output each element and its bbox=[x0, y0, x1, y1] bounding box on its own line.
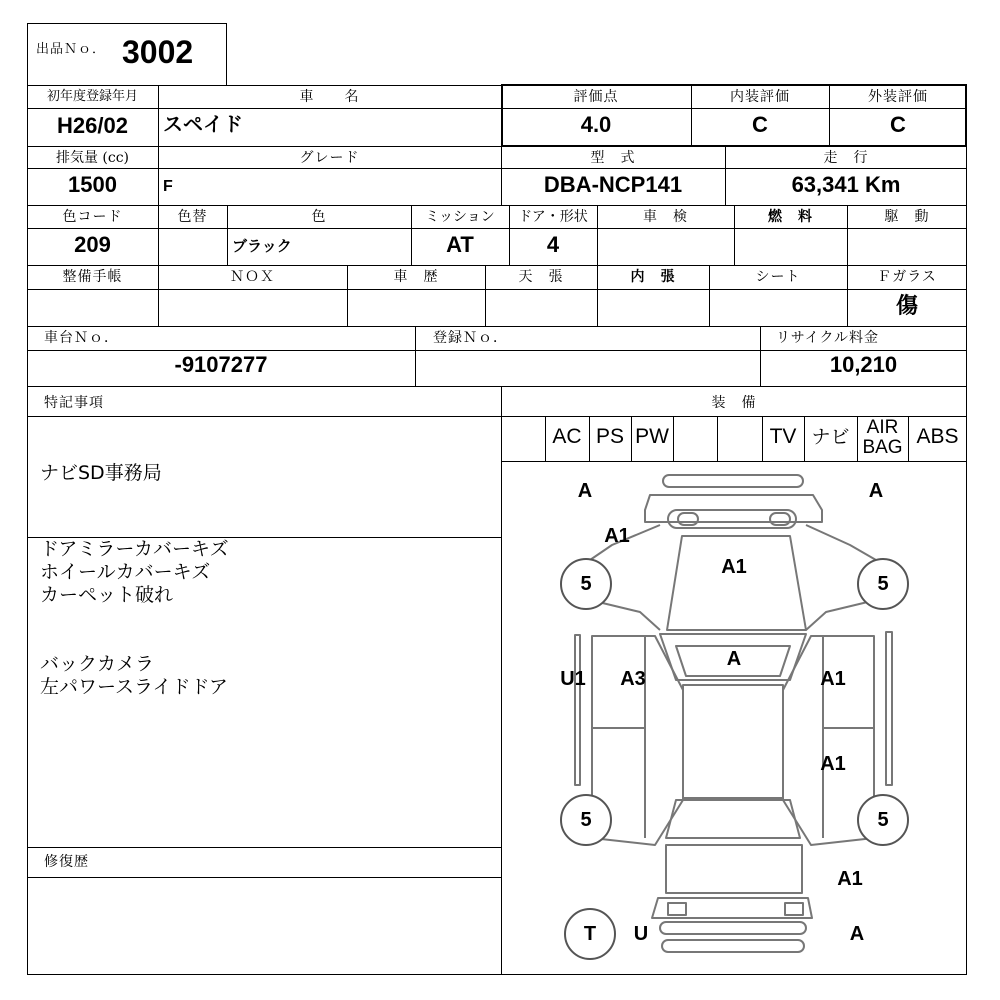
model-code: DBA-NCP141 bbox=[543, 172, 683, 197]
color: ブラック bbox=[232, 237, 292, 255]
lot-number: 3002 bbox=[122, 34, 194, 70]
headliner-label: 天 張 bbox=[518, 269, 564, 285]
damage-rear-bumper: U bbox=[633, 923, 649, 945]
tire-rear-left: 5 bbox=[560, 794, 612, 846]
chassis-number-label: 車台Ｎｏ． bbox=[44, 330, 119, 346]
interior-trim-label: 内 張 bbox=[630, 269, 676, 285]
transmission: AT bbox=[446, 232, 474, 257]
interior-rating-label: 内装評価 bbox=[730, 89, 790, 105]
windshield-label: Ｆガラス bbox=[877, 269, 937, 285]
damage-door-right-rear: A1 bbox=[820, 753, 846, 775]
doors: 4 bbox=[546, 232, 560, 257]
damage-door-right-front: A1 bbox=[820, 668, 846, 690]
mileage: 63,341 Km bbox=[791, 172, 901, 197]
seat-label: シート bbox=[755, 269, 801, 285]
chassis-number: -9107277 bbox=[174, 352, 268, 377]
displacement-label: 排気量 (cc) bbox=[55, 150, 130, 166]
equipment-navi: ナビ bbox=[811, 426, 850, 448]
damage-hood: A1 bbox=[721, 556, 747, 578]
color-label: 色 bbox=[311, 209, 327, 225]
damage-door-left: A3 bbox=[620, 668, 646, 690]
damage-rear-corner: A bbox=[849, 923, 865, 945]
first-registration-label: 初年度登録年月 bbox=[46, 89, 138, 104]
equipment-pw: PW bbox=[635, 425, 669, 448]
note-damage: ドアミラーカバーキズ ホイールカバーキズ カーペット破れ bbox=[40, 538, 229, 606]
damage-front-right: A bbox=[868, 480, 884, 502]
inspection-label: 車 検 bbox=[643, 209, 688, 225]
drive-label: 駆 動 bbox=[884, 209, 930, 225]
model-code-label: 型 式 bbox=[590, 150, 636, 166]
equipment-abs: ABS bbox=[916, 425, 959, 448]
exterior-rating: C bbox=[890, 112, 906, 137]
first-registration: H26/02 bbox=[57, 113, 128, 138]
damage-front-left: A bbox=[577, 480, 593, 502]
equipment-label: 装 備 bbox=[711, 395, 757, 411]
note-equipment: バックカメラ 左パワースライドドア bbox=[40, 653, 228, 698]
door-type-label: ドア・形状 bbox=[518, 209, 588, 225]
maintenance-book-label: 整備手帳 bbox=[62, 269, 123, 285]
car-damage-diagram bbox=[501, 461, 967, 975]
tire-front-left: 5 bbox=[560, 558, 612, 610]
damage-roof: A bbox=[726, 648, 742, 670]
fuel-label: 燃 料 bbox=[768, 209, 813, 225]
color-code-label: 色コード bbox=[62, 209, 123, 225]
damage-rear-right: A1 bbox=[837, 868, 863, 890]
tire-front-right: 5 bbox=[857, 558, 909, 610]
displacement: 1500 bbox=[68, 172, 117, 197]
note-navi: ナビSD事務局 bbox=[40, 462, 162, 484]
lot-number-label: 出品Ｎｏ． bbox=[36, 42, 107, 57]
damage-sill-left: U1 bbox=[560, 668, 586, 690]
tire-rear-right: 5 bbox=[857, 794, 909, 846]
vehicle-history-label: 車 歴 bbox=[393, 269, 439, 285]
equipment-airbag-line2: BAG bbox=[862, 437, 903, 458]
damage-bumper: A1 bbox=[604, 525, 630, 547]
color-code: 209 bbox=[74, 232, 111, 257]
nox-label: ＮＯＸ bbox=[230, 269, 275, 285]
recycle-fee-label: リサイクル料金 bbox=[776, 330, 880, 346]
repair-history-label: 修復歴 bbox=[44, 854, 89, 870]
registration-number-label: 登録Ｎｏ． bbox=[433, 330, 508, 346]
equipment-tv: TV bbox=[769, 425, 797, 448]
car-name: スペイド bbox=[163, 112, 243, 136]
spare-tire: T bbox=[564, 908, 616, 960]
grade: F bbox=[163, 178, 173, 195]
exterior-rating-label: 外装評価 bbox=[868, 89, 928, 105]
notes-label: 特記事項 bbox=[44, 395, 104, 411]
equipment-airbag-line1: AIR bbox=[866, 417, 899, 438]
score-label: 評価点 bbox=[573, 89, 619, 105]
mileage-label: 走 行 bbox=[823, 150, 869, 166]
recycle-fee: 10,210 bbox=[829, 352, 898, 377]
grade-label: グレード bbox=[299, 150, 360, 166]
score: 4.0 bbox=[580, 112, 612, 137]
repaint-label: 色替 bbox=[177, 209, 208, 225]
interior-rating: C bbox=[752, 112, 768, 137]
equipment-ps: PS bbox=[595, 425, 624, 448]
transmission-label: ミッション bbox=[425, 209, 495, 225]
car-name-label: 車 名 bbox=[299, 89, 360, 105]
windshield: 傷 bbox=[895, 293, 918, 319]
equipment-ac: AC bbox=[552, 425, 582, 448]
